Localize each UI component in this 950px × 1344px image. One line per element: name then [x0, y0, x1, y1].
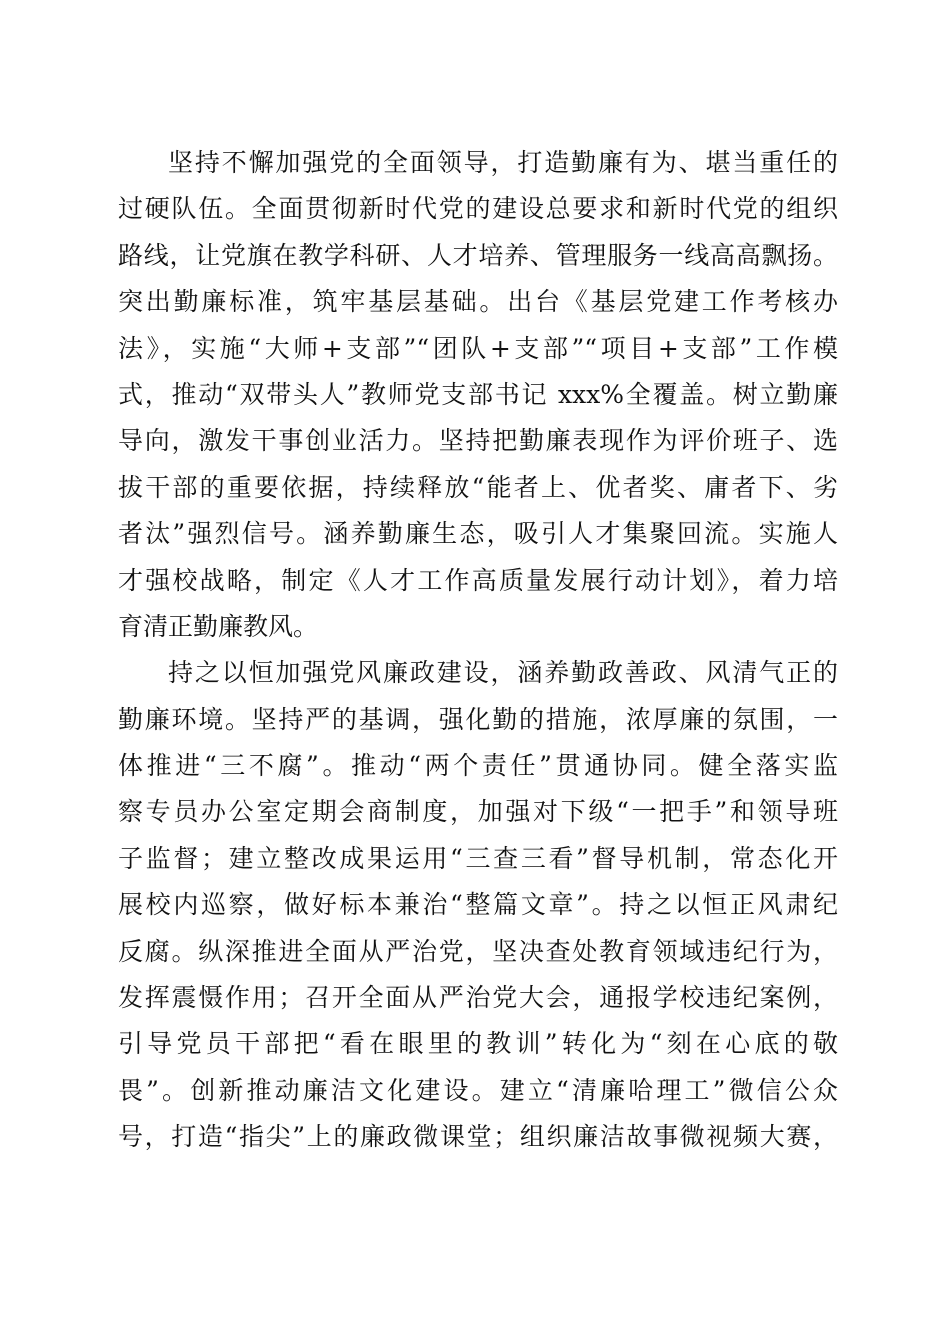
paragraph-line: 畏”。创新推动廉洁文化建设。建立“清廉哈理工”微信公众 — [118, 1075, 838, 1105]
paragraph-line: 察专员办公室定期会商制度，加强对下级“一把手”和领导班 — [118, 797, 838, 827]
paragraph-line: 过硬队伍。全面贯彻新时代党的建设总要求和新时代党的组织 — [118, 194, 838, 224]
paragraph-line: 子监督；建立整改成果运用“三查三看”督导机制，常态化开 — [118, 843, 838, 873]
paragraph-1 — [118, 140, 838, 650]
paragraph-line: 式，推动“双带头人”教师党支部书记 xxx%全覆盖。树立勤廉 — [118, 379, 838, 409]
paragraph-line: 展校内巡察，做好标本兼治“整篇文章”。持之以恒正风肃纪 — [118, 890, 838, 920]
paragraph-line: 育清正勤廉教风。 — [118, 611, 319, 641]
paragraph-line: 反腐。纵深推进全面从严治党，坚决查处教育领域违纪行为， — [118, 936, 838, 966]
paragraph-line: 体推进“三不腐”。推动“两个责任”贯通协同。健全落实监 — [118, 751, 838, 781]
paragraph-line: 法》，实施“大师+支部”“团队+支部”“项目+支部”工作模 — [118, 333, 838, 363]
paragraph-line: 引导党员干部把“看在眼里的教训”转化为“刻在心底的敬 — [118, 1029, 838, 1059]
paragraph-line: 才强校战略，制定《人才工作高质量发展行动计划》，着力培 — [118, 565, 838, 595]
paragraph-line: 拔干部的重要依据，持续释放“能者上、优者奖、庸者下、劣 — [118, 472, 838, 502]
paragraph-2 — [118, 650, 838, 1160]
paragraph-line: 号，打造“指尖”上的廉政微课堂；组织廉洁故事微视频大赛， — [118, 1122, 838, 1152]
paragraph-line: 路线，让党旗在教学科研、人才培养、管理服务一线高高飘扬。 — [118, 240, 838, 270]
paragraph-line: 者汰”强烈信号。涵养勤廉生态，吸引人才集聚回流。实施人 — [118, 519, 838, 549]
paragraph-line: 持之以恒加强党风廉政建设，涵养勤政善政、风清气正的 — [168, 658, 838, 688]
paragraph-line: 坚持不懈加强党的全面领导，打造勤廉有为、堪当重任的 — [168, 148, 838, 177]
paragraph-line: 勤廉环境。坚持严的基调，强化勤的措施，浓厚廉的氛围，一 — [118, 704, 838, 734]
body-text — [118, 140, 838, 1161]
paragraph-line: 发挥震慑作用；召开全面从严治党大会，通报学校违纪案例， — [118, 983, 838, 1013]
paragraph-line: 导向，激发干事创业活力。坚持把勤廉表现作为评价班子、选 — [118, 426, 838, 456]
paragraph-line: 突出勤廉标准，筑牢基层基础。出台《基层党建工作考核办 — [118, 287, 838, 317]
